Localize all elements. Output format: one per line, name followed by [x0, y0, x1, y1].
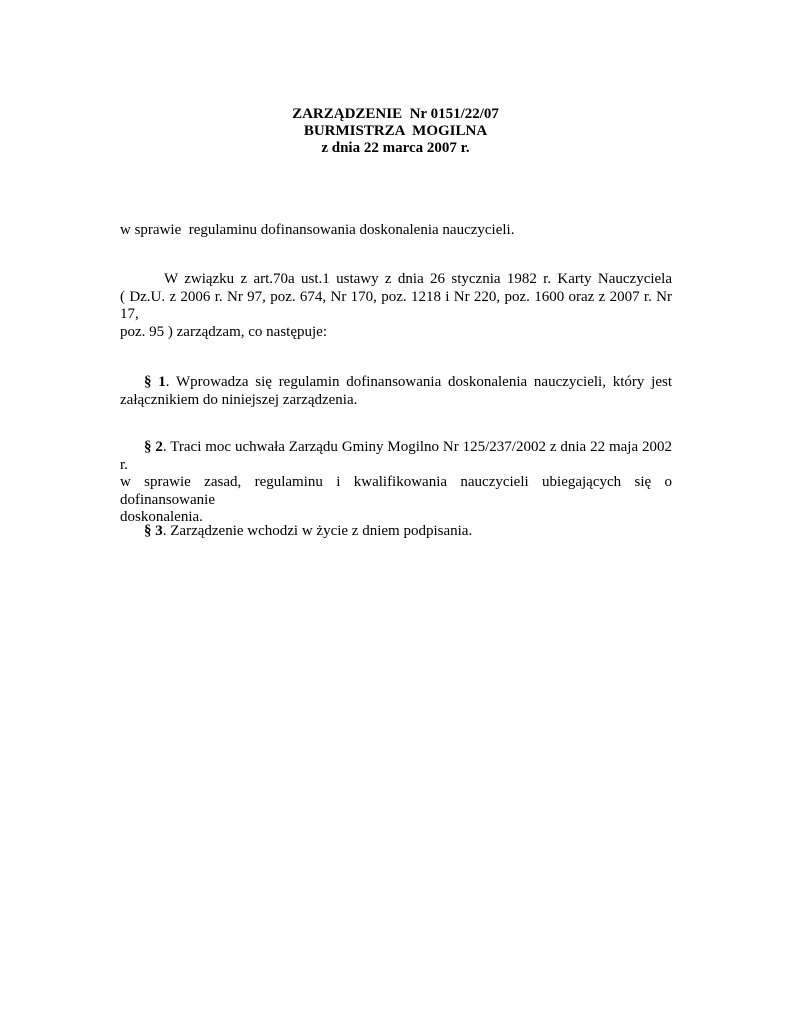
intro-line-3: poz. 95 ) zarządzam, co następuje: — [120, 323, 327, 340]
document-header — [0, 106, 791, 157]
section-3-line-1: § 3. Zarządzenie wchodzi w życie z dniem podpisania. — [144, 523, 473, 539]
section-1-line-1: § 1. Wprowadza się regulamin dofinansowania doskonalenia nauczycieli, który jest — [144, 374, 672, 390]
intro-paragraph — [120, 271, 672, 341]
header-date: z dnia 22 marca 2007 r. — [321, 140, 470, 156]
document-subject: w sprawie regulaminu dofinansowania doskonalenia nauczycieli. — [120, 222, 515, 238]
section-3 — [120, 523, 672, 541]
section-1-line-2: załącznikiem do niniejszej zarządzenia. — [120, 391, 358, 408]
header-title: ZARZĄDZENIE Nr 0151/22/07 — [292, 106, 499, 122]
section-1 — [120, 374, 672, 409]
section-1-symbol: § 1 — [144, 374, 166, 390]
section-2-line-3: doskonalenia. — [120, 509, 203, 525]
intro-line-2: ( Dz.U. z 2006 r. Nr 97, poz. 674, Nr 170, poz. 1218 i Nr 220, poz. 1600 oraz z 2007 r. Nr 17, — [120, 288, 672, 322]
section-3-symbol: § 3 — [144, 523, 163, 539]
section-2 — [120, 439, 672, 527]
section-2-line-1: § 2. Traci moc uchwała Zarządu Gminy Mogilno Nr 125/237/2002 z dnia 22 maja 2002 r. — [120, 439, 672, 473]
section-2-line-2: w sprawie zasad, regulaminu i kwalifikowania nauczycieli ubiegających się o dofinansowanie — [120, 474, 672, 508]
intro-line-1: W związku z art.70a ust.1 ustawy z dnia 26 stycznia 1982 r. Karty Nauczyciela — [164, 271, 672, 287]
header-issuer: BURMISTRZA MOGILNA — [303, 123, 488, 139]
section-2-symbol: § 2 — [144, 439, 163, 455]
